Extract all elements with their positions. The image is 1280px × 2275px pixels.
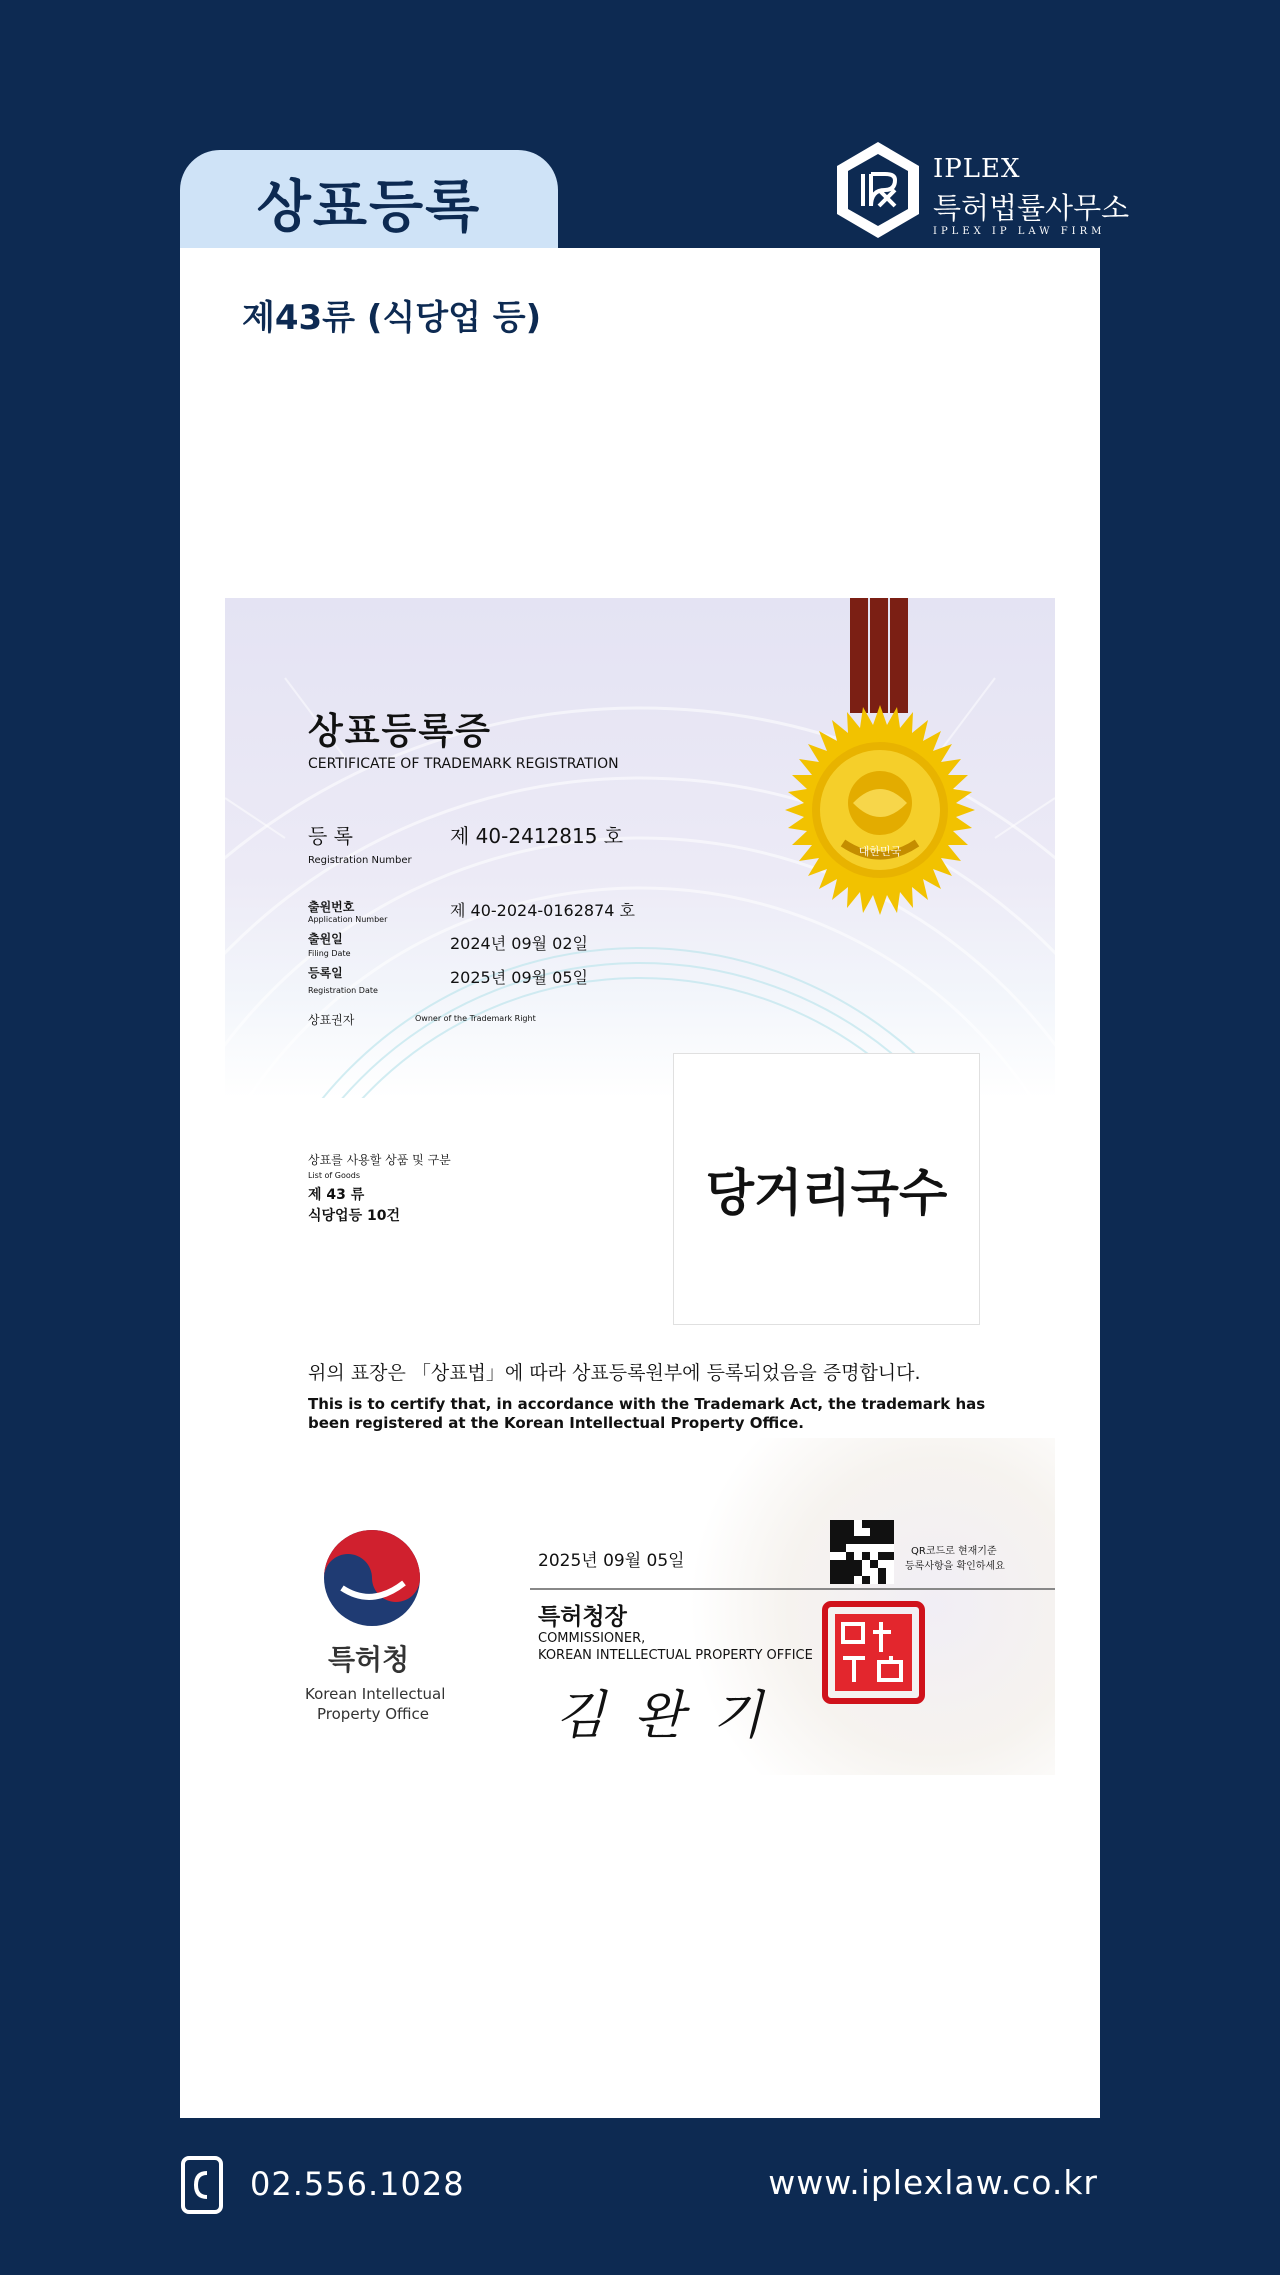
trademark-certificate: [225, 598, 1055, 1775]
goods-class: 제 43 류: [308, 1187, 365, 1203]
seal-text: 대한민국: [858, 845, 902, 858]
commissioner-ko: 특허청장: [538, 1604, 627, 1630]
registration-label-ko: 등 록: [308, 824, 353, 848]
registration-label-en: Registration Number: [308, 855, 412, 866]
application-label-en: Application Number: [308, 915, 388, 924]
seal-ribbon: [870, 598, 888, 713]
goods-label-ko: 상표를 사용할 상품 및 구분: [308, 1153, 451, 1167]
category-tab: [180, 150, 558, 255]
qr-code-icon: [830, 1520, 894, 1584]
commissioner-signature: 김 완 기: [555, 1686, 769, 1746]
logo-subtitle: IPLEX IP LAW FIRM: [933, 226, 1106, 237]
filing-label-ko: 출원일: [308, 932, 343, 946]
gold-seal-icon: [773, 703, 988, 918]
certificate-title-en: CERTIFICATE OF TRADEMARK REGISTRATION: [308, 756, 619, 772]
hexagon-logo-icon: [835, 140, 921, 240]
trademark-box: [673, 1053, 980, 1325]
kipo-name-en-line1: Korean Intellectual: [305, 1685, 446, 1703]
seal-ribbon: [850, 598, 868, 713]
goods-label-en: List of Goods: [308, 1171, 361, 1180]
kipo-name-en-line2: Property Office: [317, 1705, 430, 1723]
trademark-name: 당거리국수: [705, 1164, 948, 1222]
kipo-name-ko: 특허청: [328, 1643, 410, 1676]
owner-label-en: Owner of the Trademark Right: [415, 1014, 536, 1023]
qr-note-line1: QR코드로 현재기준: [911, 1546, 997, 1557]
application-label-ko: 출원번호: [308, 900, 355, 914]
statement-en-line1: This is to certify that, in accordance with the Trademark Act, the trademark has: [308, 1395, 986, 1413]
issue-date: 2025년 09월 05일: [538, 1551, 685, 1571]
signature-divider: [530, 1588, 1055, 1590]
content-panel: [180, 248, 1100, 2118]
application-number: 제 40-2024-0162874 호: [450, 901, 635, 920]
logo-english-name: IPLEX: [933, 154, 1021, 184]
qr-note-line2: 등록사항을 확인하세요: [905, 1561, 1005, 1572]
website-link[interactable]: www.iplexlaw.co.kr: [768, 2163, 1098, 2202]
phone-number[interactable]: 02.556.1028: [250, 2165, 465, 2203]
kipo-taegeuk-icon: [322, 1528, 422, 1628]
iplex-logo: [835, 140, 1130, 250]
official-red-seal-icon: [821, 1600, 926, 1705]
commissioner-en-line2: KOREAN INTELLECTUAL PROPERTY OFFICE: [538, 1648, 813, 1663]
logo-korean-name: 특허법률사무소: [933, 191, 1130, 225]
seal-ribbon: [890, 598, 908, 713]
owner-label-ko: 상표권자: [308, 1013, 355, 1027]
goods-items: 식당업등 10건: [308, 1208, 400, 1224]
statement-ko: 위의 표장은 「상표법」에 따라 상표등록원부에 등록되었음을 증명합니다.: [308, 1362, 921, 1384]
filing-label-en: Filing Date: [308, 949, 351, 958]
registration-date: 2025년 09월 05일: [450, 968, 588, 987]
registration-date-label-ko: 등록일: [308, 966, 343, 980]
filing-date: 2024년 09월 02일: [450, 934, 588, 953]
category-tab-label: 상표등록: [256, 174, 482, 240]
commissioner-en-line1: COMMISSIONER,: [538, 1631, 646, 1646]
statement-en-line2: been registered at the Korean Intellectual Property Office.: [308, 1414, 804, 1432]
certificate-title-ko: 상표등록증: [308, 711, 492, 752]
class-title: 제43류 (식당업 등): [242, 298, 542, 338]
registration-date-label-en: Registration Date: [308, 986, 378, 995]
registration-number: 제 40-2412815 호: [450, 824, 624, 848]
phone-icon: [180, 2155, 224, 2215]
